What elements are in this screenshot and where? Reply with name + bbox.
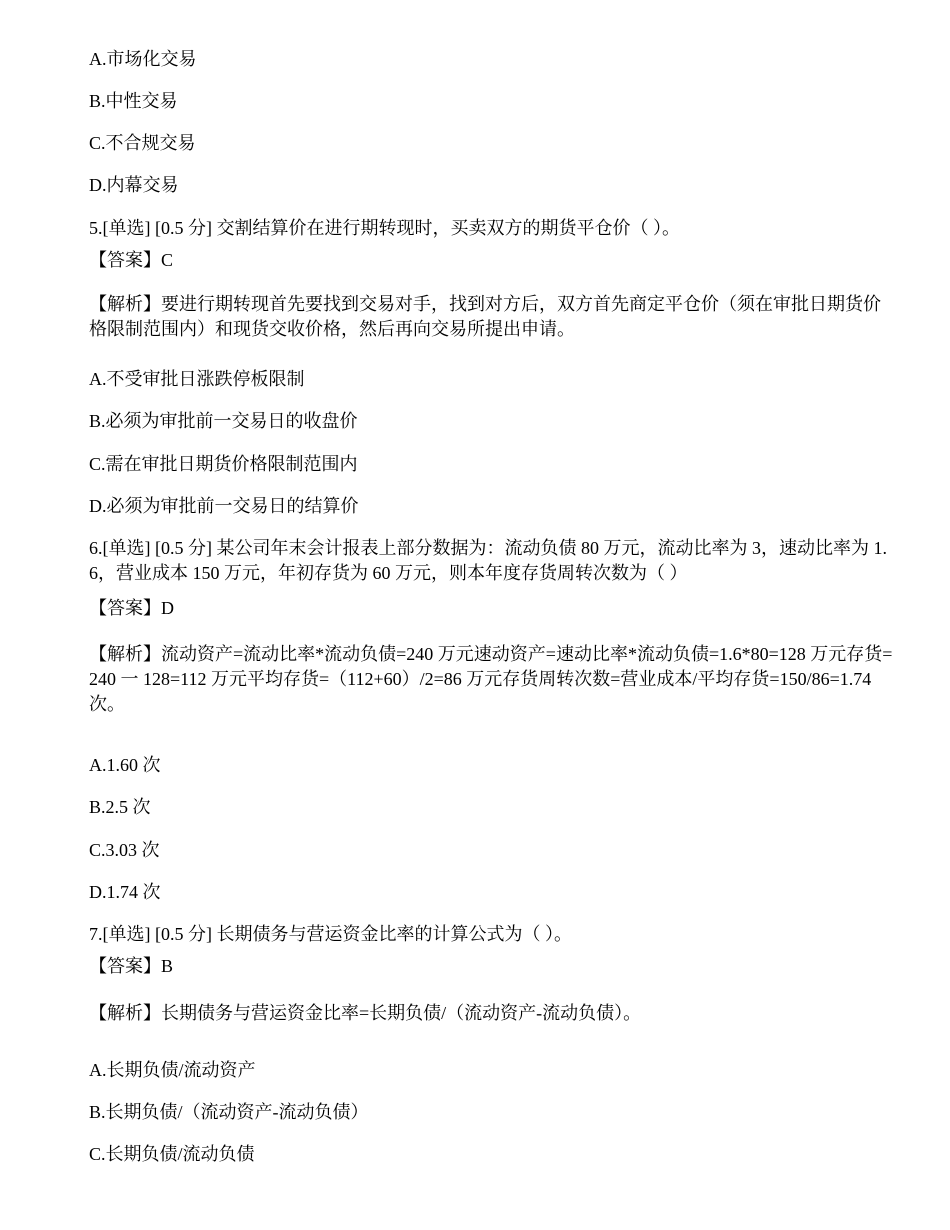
q5-answer: 【答案】C — [89, 250, 174, 270]
q7-option-b: B.长期负债/（流动资产-流动负债） — [89, 1102, 369, 1122]
q6-answer: 【答案】D — [89, 598, 174, 618]
q4-option-c: C.不合规交易 — [89, 133, 196, 153]
q6-option-b: B.2.5 次 — [89, 797, 151, 817]
q7-analysis: 【解析】长期债务与营运资金比率=长期负债/（流动资产-流动负债）。 — [89, 1003, 642, 1023]
q5-question: 5.[单选] [0.5 分] 交割结算价在进行期转现时，买卖双方的期货平仓价（ ）。 — [89, 218, 680, 238]
q7-option-a: A.长期负债/流动资产 — [89, 1060, 256, 1080]
q6-analysis: 【解析】流动资产=流动比率*流动负债=240 万元速动资产=速动比率*流动负债=1.6*80=128 万元存货=240 一 128=112 万元平均存货=（112+60）/2=86 万元存货周转次数=营业成本/平均存货=150/86=1.74 次。 — [89, 644, 893, 714]
q6-question: 6.[单选] [0.5 分] 某公司年末会计报表上部分数据为：流动负债 80 万元，流动比率为 3，速动比率为 1.6，营业成本 150 万元，年初存货为 60 万元，则本年度存货周转次数为（ ） — [89, 538, 887, 583]
q4-option-d: D.内幕交易 — [89, 175, 179, 195]
q7-option-c: C.长期负债/流动负债 — [89, 1144, 255, 1164]
q6-option-a: A.1.60 次 — [89, 755, 161, 775]
q5-option-b: B.必须为审批前一交易日的收盘价 — [89, 411, 358, 431]
q5-option-d: D.必须为审批前一交易日的结算价 — [89, 496, 359, 516]
q5-analysis: 【解析】要进行期转现首先要找到交易对手，找到对方后，双方首先商定平仓价（须在审批日期货价格限制范围内）和现货交收价格，然后再向交易所提出申请。 — [89, 294, 881, 339]
q6-option-d: D.1.74 次 — [89, 882, 161, 902]
q4-option-b: B.中性交易 — [89, 91, 178, 111]
q7-question: 7.[单选] [0.5 分] 长期债务与营运资金比率的计算公式为（ ）。 — [89, 924, 572, 944]
q4-option-a: A.市场化交易 — [89, 49, 197, 69]
q5-option-c: C.需在审批日期货价格限制范围内 — [89, 454, 358, 474]
q7-answer: 【答案】B — [89, 956, 174, 976]
q6-option-c: C.3.03 次 — [89, 840, 160, 860]
q5-option-a: A.不受审批日涨跌停板限制 — [89, 369, 305, 389]
